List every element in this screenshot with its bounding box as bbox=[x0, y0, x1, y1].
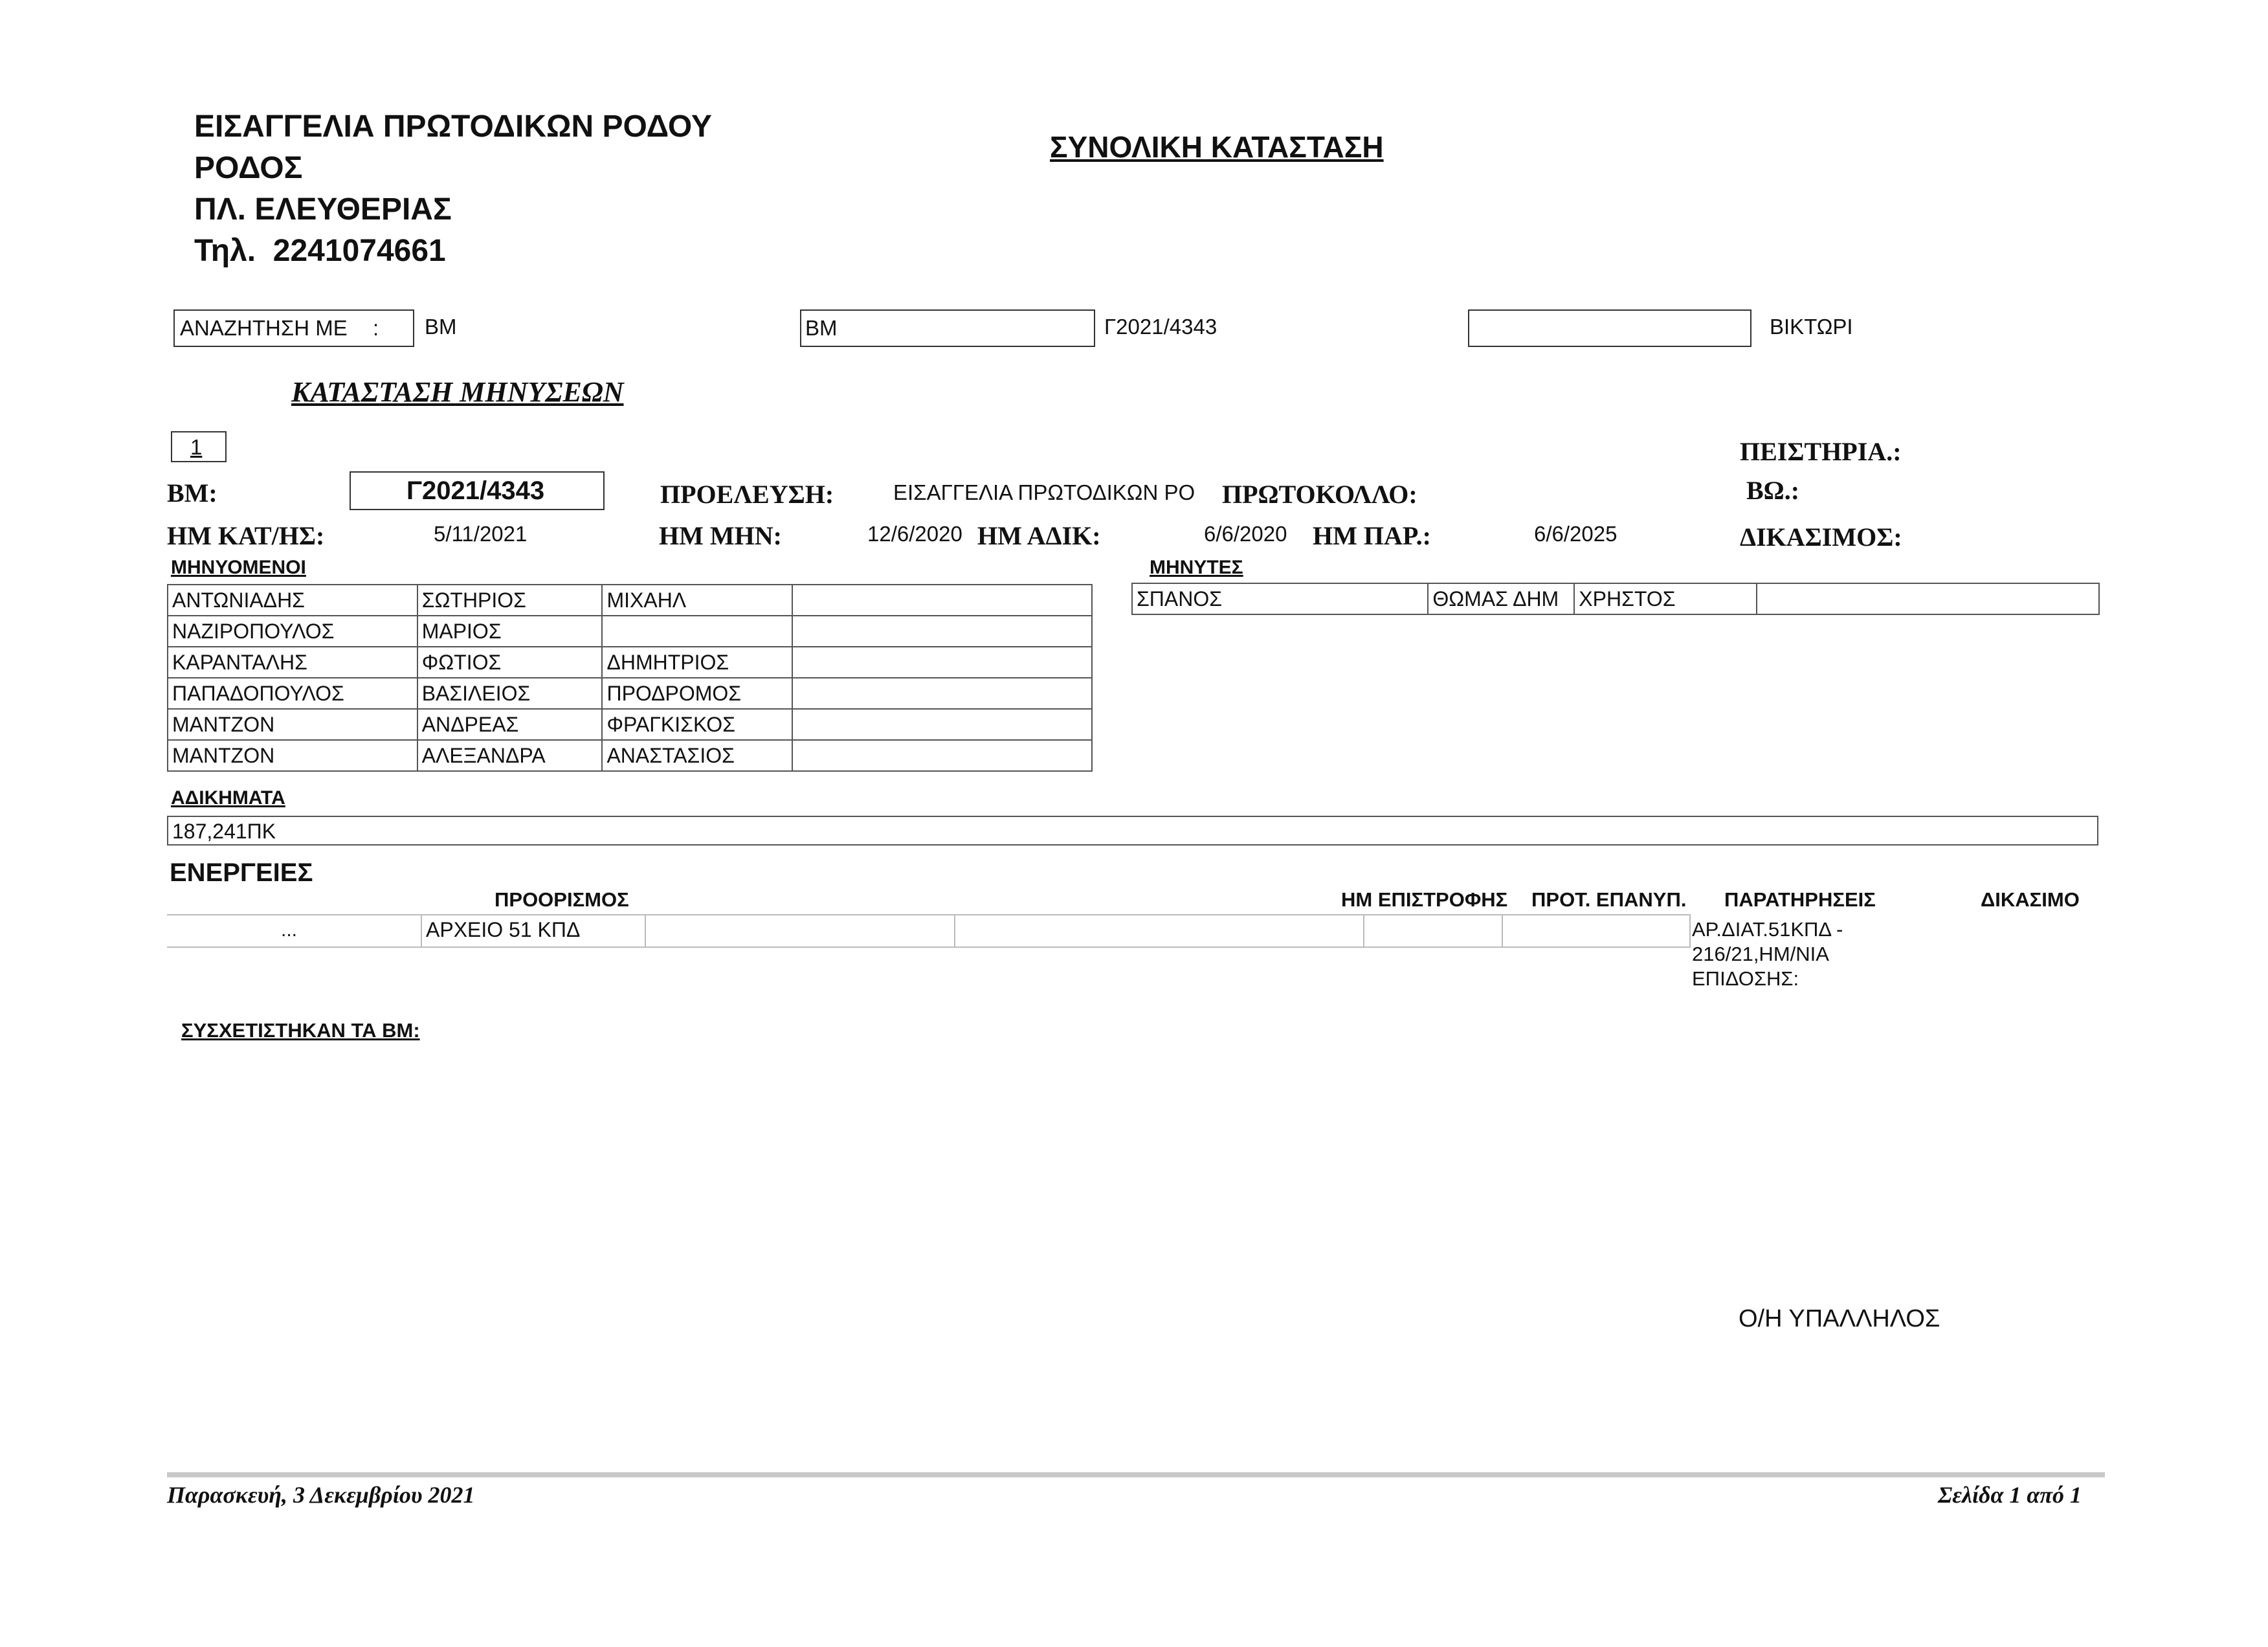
table-cell bbox=[792, 616, 1092, 647]
table-cell: ΣΠΑΝΟΣ bbox=[1132, 583, 1428, 614]
search-label-box bbox=[173, 309, 414, 347]
document-title: ΣΥΝΟΛΙΚΗ ΚΑΤΑΣΤΑΣΗ bbox=[1050, 130, 1384, 164]
actions-heading: ΕΝΕΡΓΕΙΕΣ bbox=[170, 858, 313, 887]
actions-notes-line2: 216/21,ΗΜ/ΝΙΑ bbox=[1692, 943, 1829, 965]
protokollo-label: ΠΡΩΤΟΚΟΛΛΟ: bbox=[1222, 480, 1418, 509]
record-index: 1 bbox=[190, 435, 203, 459]
complainants-table bbox=[1131, 583, 2100, 615]
related-label: ΣΥΣΧΕΤΙΣΤΗΚΑΝ ΤΑ ΒΜ: bbox=[181, 1019, 420, 1042]
offences-heading: ΑΔΙΚΗΜΑΤΑ bbox=[171, 787, 285, 809]
search-field-2-value: ΒΜ bbox=[805, 316, 838, 340]
table-cell bbox=[1757, 583, 2099, 614]
table-cell bbox=[792, 740, 1092, 771]
table-cell bbox=[792, 585, 1092, 616]
hm-adik-label: ΗΜ ΑΔΙΚ: bbox=[977, 521, 1101, 550]
table-cell bbox=[792, 647, 1092, 678]
table-cell: ΜΑΝΤΖΟΝ bbox=[168, 740, 417, 771]
footer-page-number: Σελίδα 1 από 1 bbox=[1938, 1482, 2082, 1508]
col-prot: ΠΡΟΤ. ΕΠΑΝΥΠ. bbox=[1531, 888, 1687, 911]
table-cell: ΦΡΑΓΚΙΣΚΟΣ bbox=[602, 709, 792, 740]
table-row bbox=[168, 616, 1092, 647]
table-row bbox=[168, 709, 1092, 740]
org-phone bbox=[194, 233, 446, 269]
table-cell: ΠΑΠΑΔΟΠΟΥΛΟΣ bbox=[168, 678, 417, 709]
offences-value: 187,241ΠΚ bbox=[172, 820, 276, 843]
table-cell: ΑΝΑΣΤΑΣΙΟΣ bbox=[602, 740, 792, 771]
table-cell: ΔΗΜΗΤΡΙΟΣ bbox=[602, 647, 792, 678]
bm-value-box bbox=[350, 471, 605, 510]
actions-row-destination: ΑΡΧΕΙΟ 51 ΚΠΔ bbox=[426, 918, 581, 941]
table-row bbox=[168, 647, 1092, 678]
footer-date: Παρασκευή, 3 Δεκεμβρίου 2021 bbox=[167, 1482, 475, 1508]
search-field-2[interactable] bbox=[800, 309, 1095, 347]
defendants-heading: ΜΗΝΥΟΜΕΝΟΙ bbox=[171, 557, 306, 578]
table-cell: ΚΑΡΑΝΤΑΛΗΣ bbox=[168, 647, 417, 678]
signature-label: Ο/Η ΥΠΑΛΛΗΛΟΣ bbox=[1739, 1305, 1940, 1332]
org-city: ΡΟΔΟΣ bbox=[194, 151, 303, 185]
proeleusi-label: ΠΡΟΕΛΕΥΣΗ: bbox=[660, 480, 834, 509]
hm-par-value: 6/6/2025 bbox=[1534, 522, 1618, 546]
hm-par-label: ΗΜ ΠΑΡ.: bbox=[1313, 521, 1431, 550]
org-address: ΠΛ. ΕΛΕΥΘΕΡΙΑΣ bbox=[194, 192, 452, 227]
actions-notes-line3: ΕΠΙΔΟΣΗΣ: bbox=[1692, 967, 1799, 990]
search-type-value: ΒΜ bbox=[425, 315, 457, 339]
hm-min-label: ΗΜ ΜΗΝ: bbox=[659, 521, 782, 550]
col-notes: ΠΑΡΑΤΗΡΗΣΕΙΣ bbox=[1724, 888, 1876, 911]
hm-adik-value: 6/6/2020 bbox=[1204, 522, 1287, 546]
actions-notes-line1: ΑΡ.ΔΙΑΤ.51ΚΠΔ - bbox=[1692, 918, 1843, 941]
dikasimos-label: ΔΙΚΑΣΙΜΟΣ: bbox=[1740, 522, 1902, 552]
table-cell: ΝΑΖΙΡΟΠΟΥΛΟΣ bbox=[168, 616, 417, 647]
search-number: Γ2021/4343 bbox=[1104, 315, 1217, 339]
bm-value: Γ2021/4343 bbox=[406, 476, 545, 505]
hm-min-value: 12/6/2020 bbox=[867, 522, 962, 546]
table-cell: ΑΝΔΡΕΑΣ bbox=[417, 709, 603, 740]
phone-number: 2241074661 bbox=[272, 234, 446, 268]
section-title: ΚΑΤΑΣΤΑΣΗ ΜΗΝΥΣΕΩΝ bbox=[291, 376, 624, 408]
table-cell: ΜΙΧΑΗΛ bbox=[602, 585, 792, 616]
offences-box bbox=[167, 816, 2098, 846]
table-row bbox=[168, 678, 1092, 709]
table-cell: ΣΩΤΗΡΙΟΣ bbox=[417, 585, 603, 616]
col-destination: ΠΡΟΟΡΙΣΜΟΣ bbox=[495, 888, 629, 911]
hm-kat-value: 5/11/2021 bbox=[434, 522, 528, 546]
table-row bbox=[1132, 583, 2099, 614]
defendants-table bbox=[167, 584, 1093, 772]
search-field-3[interactable] bbox=[1468, 309, 1751, 347]
table-cell: ΠΡΟΔΡΟΜΟΣ bbox=[602, 678, 792, 709]
table-cell: ΜΑΝΤΖΟΝ bbox=[168, 709, 417, 740]
org-name: ΕΙΣΑΓΓΕΛΙΑ ΠΡΩΤΟΔΙΚΩΝ ΡΟΔΟΥ bbox=[194, 109, 712, 144]
table-row bbox=[168, 740, 1092, 771]
table-cell bbox=[602, 616, 792, 647]
table-cell bbox=[792, 678, 1092, 709]
table-cell bbox=[792, 709, 1092, 740]
col-court-date: ΔΙΚΑΣΙΜΟ bbox=[1981, 888, 2080, 911]
record-index-box bbox=[171, 431, 227, 462]
hm-kat-label: ΗΜ ΚΑΤ/ΗΣ: bbox=[167, 521, 325, 550]
bm-label: ΒΜ: bbox=[167, 478, 217, 508]
table-cell: ΧΡΗΣΤΟΣ bbox=[1574, 583, 1757, 614]
table-row bbox=[168, 585, 1092, 616]
table-cell: ΜΑΡΙΟΣ bbox=[417, 616, 603, 647]
table-cell: ΦΩΤΙΟΣ bbox=[417, 647, 603, 678]
user-name: ΒΙΚΤΩΡΙ bbox=[1770, 315, 1853, 339]
table-cell: ΑΝΤΩΝΙΑΔΗΣ bbox=[168, 585, 417, 616]
table-cell: ΘΩΜΑΣ ΔΗΜ bbox=[1428, 583, 1574, 614]
complainants-heading: ΜΗΝΥΤΕΣ bbox=[1150, 557, 1243, 578]
table-cell: ΒΑΣΙΛΕΙΟΣ bbox=[417, 678, 603, 709]
search-label: ΑΝΑΖΗΤΗΣΗ ΜΕ bbox=[180, 316, 348, 340]
footer-divider bbox=[167, 1472, 2105, 1477]
col-return-date: ΗΜ ΕΠΙΣΤΡΟΦΗΣ bbox=[1341, 888, 1508, 911]
actions-row-prefix: ... bbox=[281, 919, 298, 941]
table-cell: ΑΛΕΞΑΝΔΡΑ bbox=[417, 740, 603, 771]
proeleusi-value: ΕΙΣΑΓΓΕΛΙΑ ΠΡΩΤΟΔΙΚΩΝ ΡΟ bbox=[893, 480, 1195, 504]
vo-label: ΒΩ.: bbox=[1746, 476, 1800, 505]
peistiria-label: ΠΕΙΣΤΗΡΙΑ.: bbox=[1740, 437, 1902, 466]
phone-label: Τηλ. bbox=[194, 234, 256, 268]
search-separator: : bbox=[373, 316, 379, 340]
